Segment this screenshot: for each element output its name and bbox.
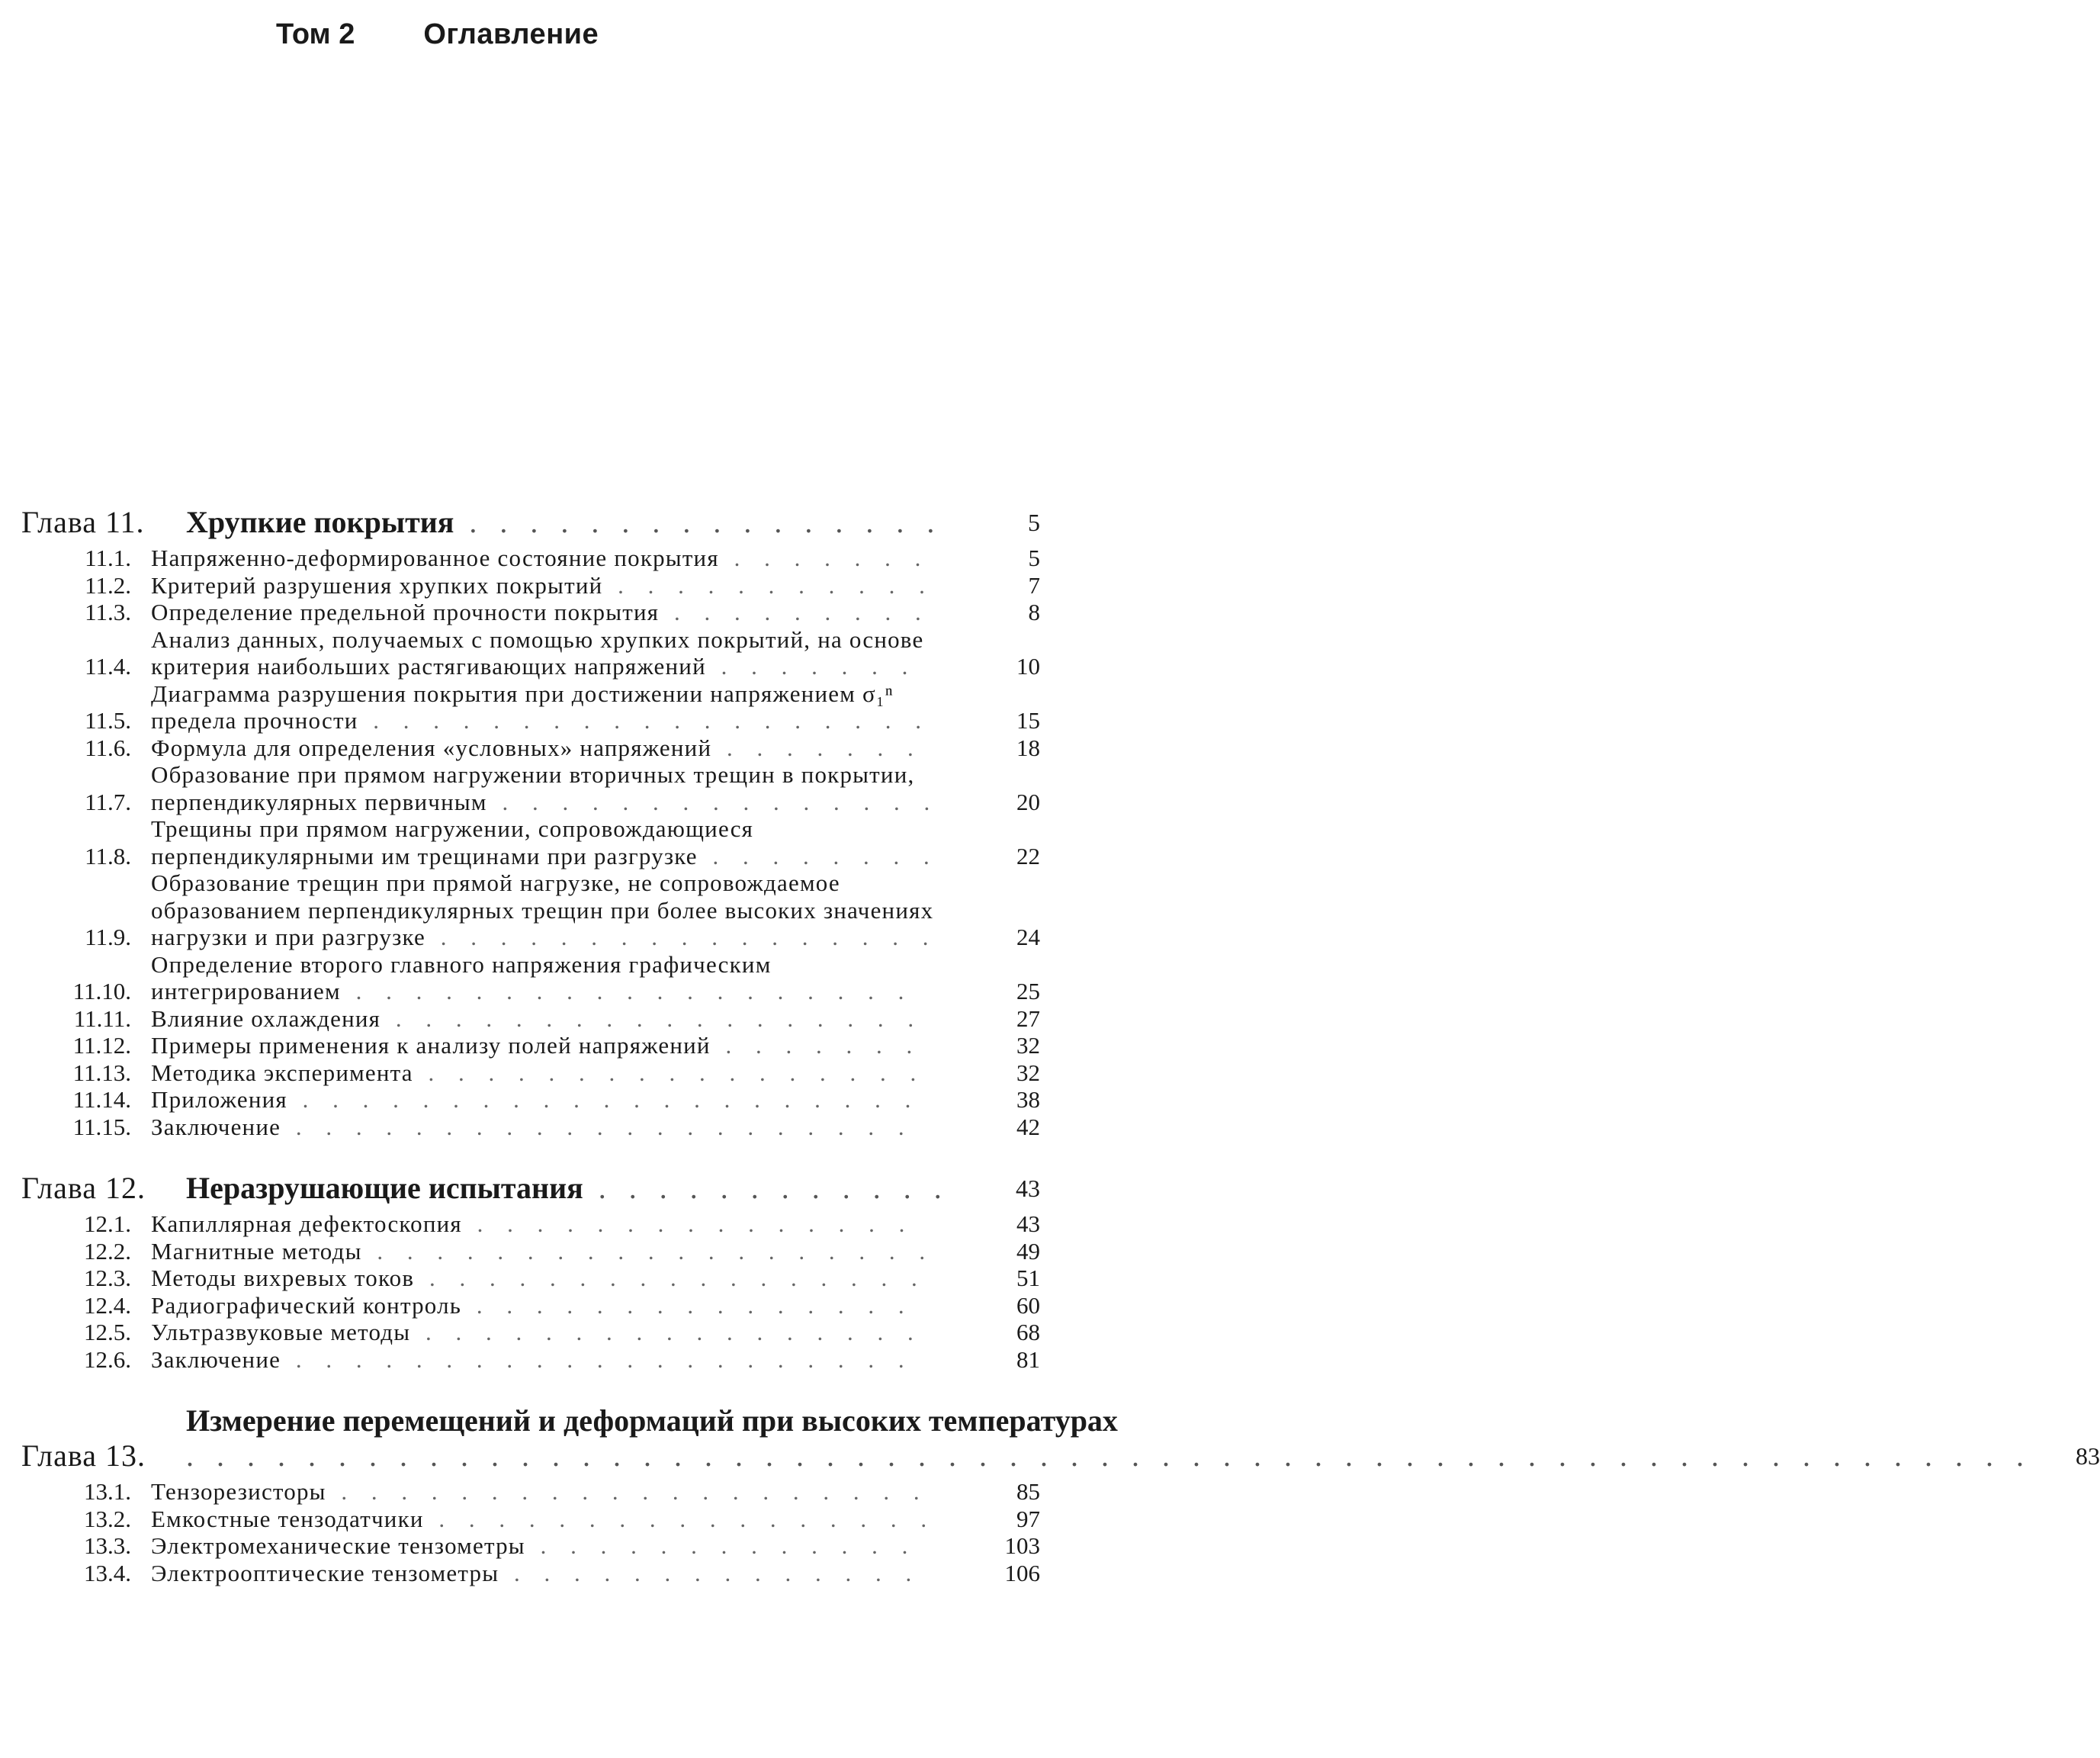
section-title-wrap [131, 1532, 971, 1560]
section-title-wrap [131, 572, 971, 599]
section-title-wrap [131, 1210, 971, 1238]
toc-entry[interactable] [21, 1059, 1040, 1087]
section-number: 13.4. [84, 1559, 131, 1586]
leader-dots: . . . . . . . . . . . . . . . . . . . [340, 978, 914, 1004]
leader-dots: . . . . . . . . . . . . . . . . . . . . . . . . . . . . . . . . . . . . . . . . . . . . . . . . . . . . . . . . . . . . . [186, 1438, 2031, 1473]
section-page-number: 5 [1028, 545, 1040, 571]
leader-dots: . . . . . . . . . . . . . . . [486, 788, 939, 815]
toc-entry[interactable] [21, 1086, 1040, 1114]
section-title: Диаграмма разрушения покрытия при достижении напряжением σ₁ⁿ предела прочности [151, 680, 894, 734]
section-number: 11.5. [85, 707, 131, 734]
leader-dots: . . . . . . . . . . . . . [525, 1532, 917, 1559]
toc-entry[interactable] [21, 572, 1040, 599]
leader-dots: . . . . . . . . . . . . . . . . . . . [358, 707, 930, 734]
section-title: Критерий разрушения хрупких покрытий [151, 571, 603, 599]
section-title: Примеры применения к анализу полей напряжений [151, 1032, 711, 1059]
section-page-number: 10 [1016, 653, 1040, 680]
leader-dots: . . . . . . . . . . . . . . . . . . . . . [281, 1345, 914, 1373]
section-title: Заключение [151, 1345, 281, 1373]
section-title: Радиографический контроль [151, 1291, 462, 1319]
section-title: Емкостные тензодатчики [151, 1505, 424, 1532]
section-number: 11.4. [85, 653, 131, 680]
table-of-contents [21, 505, 2100, 1617]
section-page-number: 106 [1004, 1559, 1040, 1586]
section-title: Влияние охлаждения [151, 1004, 381, 1032]
toc-entry[interactable] [21, 815, 1040, 869]
section-number: 11.7. [85, 788, 131, 815]
chapter-page-number: 83 [2076, 1442, 2100, 1470]
section-page-number: 32 [1016, 1059, 1040, 1086]
section-title-wrap [131, 1346, 971, 1374]
toc-entry[interactable] [21, 680, 1040, 734]
section-number: 12.4. [84, 1291, 131, 1319]
section-page-number: 7 [1028, 571, 1040, 599]
chapter-label: Глава 13. [21, 1438, 146, 1473]
section-title-wrap [131, 1238, 971, 1265]
chapter [21, 1171, 1040, 1373]
section-number: 11.8. [85, 842, 131, 869]
leader-dots: . . . . . . . . . . . . . . . . . . [381, 1004, 923, 1032]
toc-entry[interactable] [21, 1210, 1040, 1238]
leader-dots: . . . . . . . . . . . . . . . . . [410, 1319, 923, 1345]
section-title-wrap [131, 1319, 971, 1346]
section-title-wrap [131, 1032, 971, 1059]
section-list [21, 545, 1040, 1140]
section-list [21, 1478, 1040, 1586]
leader-dots: . . . . . . . . . . . . . . . . . [425, 924, 938, 950]
toc-entry[interactable] [21, 1005, 1040, 1033]
section-page-number: 51 [1016, 1265, 1040, 1291]
section-page-number: 43 [1016, 1210, 1040, 1237]
section-number: 13.3. [84, 1532, 131, 1559]
section-number: 12.1. [84, 1210, 131, 1237]
section-title-wrap [131, 1086, 971, 1114]
toc-entry[interactable] [21, 1319, 1040, 1346]
chapter-label: Глава 11. [21, 505, 145, 539]
section-title-wrap [131, 815, 971, 869]
section-title: Определение предельной прочности покрытия [151, 599, 660, 625]
section-title-wrap [131, 626, 971, 680]
chapter-title-wrap [186, 1403, 2031, 1474]
chapter-page-number: 5 [1028, 509, 1040, 536]
section-number: 12.5. [84, 1319, 131, 1345]
section-page-number: 24 [1016, 924, 1040, 950]
leader-dots: . . . . . . . [710, 1032, 922, 1059]
toc-entry[interactable] [21, 1506, 1040, 1533]
section-title-wrap [131, 680, 971, 734]
section-title: Напряженно-деформированное состояние покрытия [151, 545, 719, 571]
leader-dots: . . . . . . . [705, 653, 917, 680]
leader-dots: . . . . . . . . . . . . . . . [461, 1291, 914, 1319]
chapter-page-number: 43 [1016, 1175, 1040, 1202]
section-title: Ультразвуковые методы [151, 1319, 411, 1345]
section-title: Заключение [151, 1113, 281, 1140]
chapter-title: Измерение перемещений и деформаций при высоких температурах [186, 1403, 1118, 1438]
section-number: 11.3. [85, 599, 131, 625]
toc-entry[interactable] [21, 951, 1040, 1005]
toc-entry[interactable] [21, 1114, 1040, 1141]
section-number: 13.1. [84, 1478, 131, 1505]
toc-entry[interactable] [21, 761, 1040, 815]
section-title-wrap [131, 869, 971, 951]
toc-entry[interactable] [21, 545, 1040, 572]
chapter-title-wrap [186, 505, 971, 540]
section-number: 13.2. [84, 1505, 131, 1532]
section-title: Методика эксперимента [151, 1059, 413, 1086]
section-number: 11.14. [72, 1086, 131, 1113]
leader-dots: . . . . . . . [711, 734, 923, 761]
leader-dots: . . . . . . . . . . . . . . . [461, 1210, 914, 1237]
section-number: 11.2. [85, 571, 131, 599]
section-title: Анализ данных, получаемых с помощью хрупких покрытий, на основе критерия наибольших растягивающих напряжений [151, 625, 924, 680]
toc-entry[interactable] [21, 1532, 1040, 1560]
section-page-number: 32 [1016, 1032, 1040, 1059]
section-number: 11.12. [72, 1032, 131, 1059]
chapter-title: Хрупкие покрытия [186, 505, 454, 539]
leader-dots: . . . . . . . . [697, 842, 939, 869]
section-title-wrap [131, 1560, 971, 1587]
section-title: Тензорезисторы [151, 1478, 326, 1505]
section-page-number: 18 [1016, 734, 1040, 761]
leader-dots: . . . . . . . . . . . . . . . . . . . . . [281, 1113, 914, 1140]
section-number: 11.13. [72, 1059, 131, 1086]
toc-entry[interactable] [21, 734, 1040, 762]
leader-dots: . . . . . . . . . . . [602, 571, 934, 599]
section-title: Методы вихревых токов [151, 1265, 415, 1291]
section-title-wrap [131, 599, 971, 626]
toc-entry[interactable] [21, 1560, 1040, 1587]
section-title-wrap [131, 1478, 971, 1506]
section-title-wrap [131, 1292, 971, 1319]
section-title: Оглавление [423, 18, 599, 50]
leader-dots: . . . . . . . . . . . . . . . . . [413, 1059, 926, 1086]
section-page-number: 97 [1016, 1505, 1040, 1532]
section-page-number: 38 [1016, 1086, 1040, 1113]
section-title: Магнитные методы [151, 1237, 362, 1265]
section-page-number: 8 [1028, 599, 1040, 625]
leader-dots: . . . . . . . . . . . . . . [499, 1559, 921, 1586]
section-number: 11.11. [73, 1004, 131, 1032]
section-title-wrap [131, 1005, 971, 1033]
chapter-title: Неразрушающие испытания [186, 1171, 583, 1205]
page-header [276, 18, 599, 51]
chapter-heading[interactable] [21, 505, 1040, 540]
section-title-wrap [131, 734, 971, 762]
section-title: Образование трещин при прямой нагрузке, не сопровождаемое образованием перпендикулярных трещин при более высоких значениях нагрузки и при разгрузке [151, 869, 934, 950]
section-page-number: 20 [1016, 788, 1040, 815]
toc-entry[interactable] [21, 1265, 1040, 1292]
section-number: 12.3. [84, 1265, 131, 1291]
section-title-wrap [131, 1059, 971, 1087]
toc-entry[interactable] [21, 869, 1040, 951]
section-title: Приложения [151, 1086, 287, 1113]
chapter-heading[interactable] [21, 1171, 1040, 1206]
toc-entry[interactable] [21, 626, 1040, 680]
section-page-number: 60 [1016, 1291, 1040, 1319]
section-number: 11.10. [72, 978, 131, 1004]
leader-dots: . . . . . . . [718, 545, 930, 571]
section-title: Трещины при прямом нагружении, сопровождающиеся перпендикулярными им трещинами при разгрузке [151, 815, 754, 869]
chapter-title-wrap [186, 1171, 971, 1206]
leader-dots: . . . . . . . . . . . . . . . . . . . [361, 1237, 935, 1265]
chapter-heading[interactable] [21, 1403, 2100, 1474]
leader-dots: . . . . . . . . . . . . [583, 1171, 949, 1205]
section-number: 11.6. [85, 734, 131, 761]
section-page-number: 27 [1016, 1004, 1040, 1032]
chapter-label: Глава 12. [21, 1171, 146, 1205]
toc-entry[interactable] [21, 1238, 1040, 1265]
section-page-number: 15 [1016, 707, 1040, 734]
leader-dots: . . . . . . . . . . . . . . . . [454, 505, 942, 539]
leader-dots: . . . . . . . . . . . . . . . . . . . . . [287, 1086, 920, 1113]
section-title: Капиллярная дефектоскопия [151, 1210, 462, 1237]
section-page-number: 68 [1016, 1319, 1040, 1345]
leader-dots: . . . . . . . . . . . . . . . . . [423, 1505, 936, 1532]
section-number: 11.9. [85, 924, 131, 950]
toc-entry[interactable] [21, 1292, 1040, 1319]
leader-dots: . . . . . . . . . . . . . . . . . . . . [326, 1478, 929, 1505]
toc-entry[interactable] [21, 1032, 1040, 1059]
section-title: Образование при прямом нагружении вторичных трещин в покрытии, перпендикулярных первичным [151, 761, 915, 815]
section-number: 12.6. [84, 1345, 131, 1373]
section-page-number: 49 [1016, 1237, 1040, 1265]
section-page-number: 103 [1004, 1532, 1040, 1559]
toc-entry[interactable] [21, 1478, 1040, 1506]
toc-entry[interactable] [21, 1346, 1040, 1374]
section-title-wrap [131, 951, 971, 1005]
volume-label: Том 2 [276, 18, 355, 50]
section-list [21, 1210, 1040, 1373]
toc-entry[interactable] [21, 599, 1040, 626]
chapter [21, 505, 1040, 1140]
section-page-number: 25 [1016, 978, 1040, 1004]
section-number: 12.2. [84, 1237, 131, 1265]
section-page-number: 81 [1016, 1345, 1040, 1373]
section-title: Электромеханические тензометры [151, 1532, 525, 1559]
section-number: 11.15. [72, 1113, 131, 1140]
leader-dots: . . . . . . . . . . . . . . . . . [414, 1265, 926, 1291]
leader-dots: . . . . . . . . . [659, 599, 930, 625]
section-title: Определение второго главного напряжения графическим интегрированием [151, 950, 772, 1004]
section-title-wrap [131, 545, 971, 572]
section-page-number: 42 [1016, 1113, 1040, 1140]
section-title-wrap [131, 1114, 971, 1141]
section-page-number: 22 [1016, 842, 1040, 869]
section-title: Электрооптические тензометры [151, 1559, 499, 1586]
section-title-wrap [131, 1265, 971, 1292]
section-title-wrap [131, 1506, 971, 1533]
section-title-wrap [131, 761, 971, 815]
section-number: 11.1. [85, 545, 131, 571]
section-title: Формула для определения «условных» напряжений [151, 734, 712, 761]
chapter [21, 1403, 2100, 1586]
section-page-number: 85 [1016, 1478, 1040, 1505]
